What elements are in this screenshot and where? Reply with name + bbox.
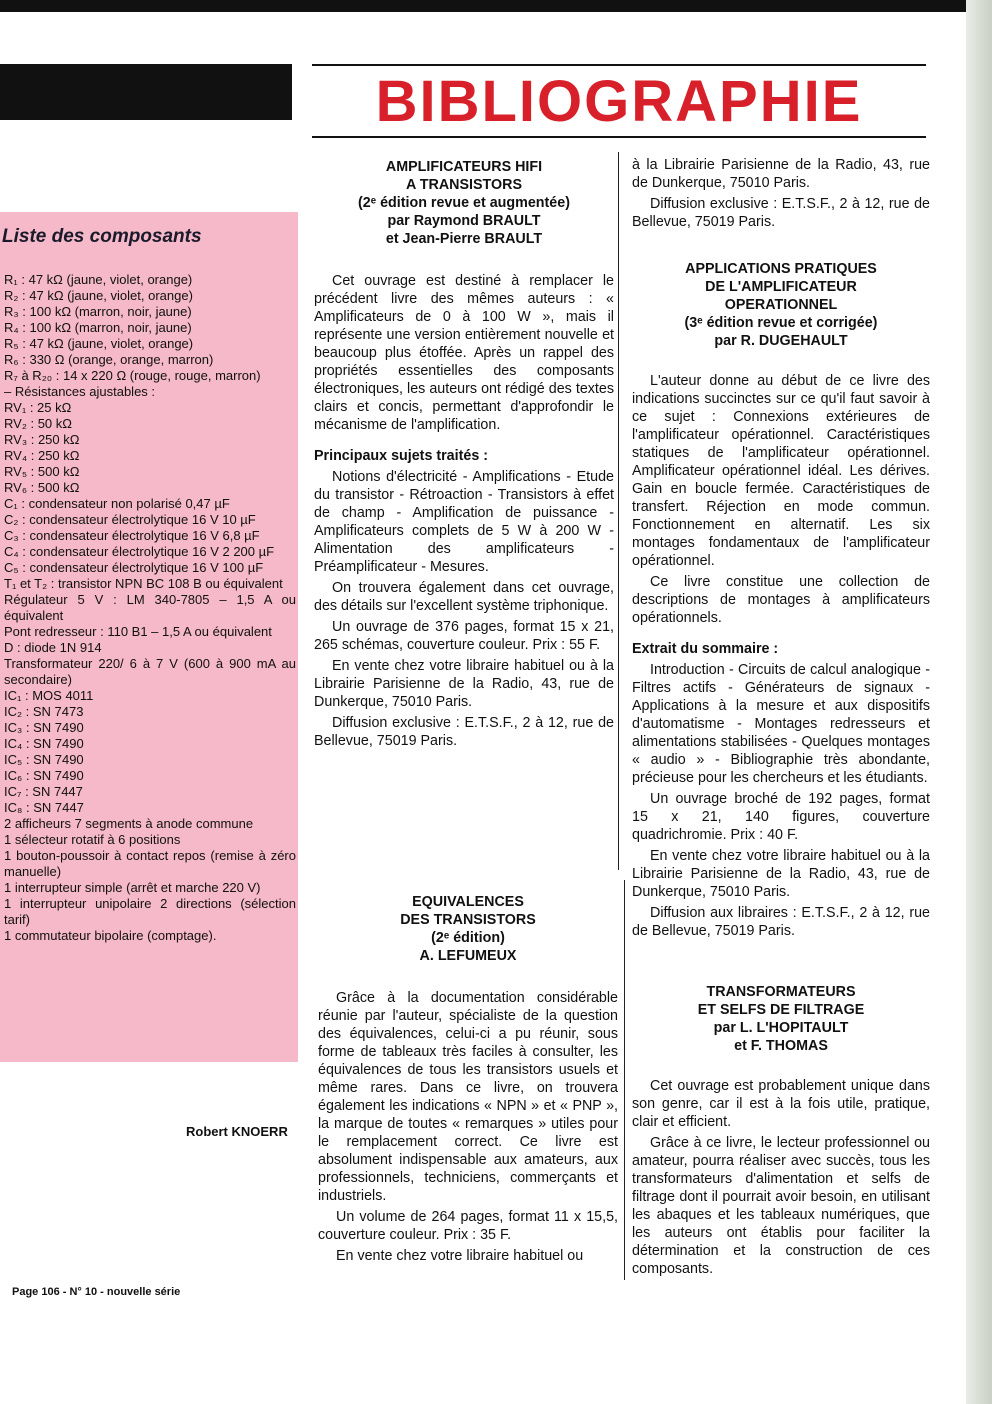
component-item: RV₃ : 250 kΩ (4, 432, 80, 447)
component-item: C₅ : condensateur électrolytique 16 V 100 µF (4, 560, 264, 575)
component-item: IC₅ : SN 7490 (4, 752, 84, 767)
component-item: D : diode 1N 914 (4, 640, 102, 655)
component-item: C₁ : condensateur non polarisé 0,47 µF (4, 496, 230, 511)
component-item: Transformateur 220/ 6 à 7 V (600 à 900 mA au secondaire) (4, 656, 296, 687)
book-heading-line: par Raymond BRAULT (387, 213, 541, 229)
subheading: Extrait du sommaire : (632, 641, 779, 657)
components-title: Liste des composants (2, 226, 202, 247)
book-review-equivalences (318, 893, 618, 1268)
book-heading-line: TRANSFORMATEURS (706, 984, 856, 1000)
book-heading-line: ET SELFS DE FILTRAGE (697, 1002, 865, 1018)
component-item: T₁ et T₂ : transistor NPN BC 108 B ou équivalent (4, 576, 283, 591)
paragraph: Un ouvrage de 376 pages, format 15 x 21, 265 schémas, couverture couleur. Prix : 55 F. (314, 619, 614, 653)
component-item: IC₄ : SN 7490 (4, 736, 84, 751)
column-divider-top (618, 152, 619, 870)
title-rule-top (312, 64, 926, 66)
book-heading-line: (2ᵉ édition revue et augmentée) (358, 195, 570, 211)
component-item: 2 afficheurs 7 segments à anode commune (4, 816, 254, 831)
paragraph: En vente chez votre libraire habituel ou à la Librairie Parisienne de la Radio, 43, rue de Dunkerque, 75010 Paris. (632, 848, 930, 900)
component-item: R₄ : 100 kΩ (marron, noir, jaune) (4, 320, 192, 335)
component-item: R₁ : 47 kΩ (jaune, violet, orange) (4, 272, 193, 287)
paragraph: En vente chez votre libraire habituel ou (336, 1248, 584, 1264)
book-heading-line: APPLICATIONS PRATIQUES (685, 261, 877, 277)
component-item: IC₃ : SN 7490 (4, 720, 84, 735)
book-heading-line: A TRANSISTORS (406, 177, 522, 193)
component-item: R₂ : 47 kΩ (jaune, violet, orange) (4, 288, 193, 303)
paragraph: à la Librairie Parisienne de la Radio, 43, rue de Dunkerque, 75010 Paris. (632, 157, 930, 191)
paragraph: Un volume de 264 pages, format 11 x 15,5, couverture couleur. Prix : 35 F. (318, 1209, 618, 1243)
component-item: 1 bouton-poussoir à contact repos (remise à zéro manuelle) (4, 848, 296, 879)
component-item: 1 commutateur bipolaire (comptage). (4, 928, 217, 943)
book-heading-line: et Jean-Pierre BRAULT (385, 231, 543, 247)
title-rule-bottom (312, 136, 926, 138)
component-item: R₅ : 47 kΩ (jaune, violet, orange) (4, 336, 194, 351)
book-heading-line: AMPLIFICATEURS HIFI (385, 159, 543, 175)
black-header-bar (0, 64, 292, 120)
paragraph: Diffusion exclusive : E.T.S.F., 2 à 12, rue de Bellevue, 75019 Paris. (314, 715, 614, 749)
book-heading-line: EQUIVALENCES (412, 894, 524, 910)
component-item: C₄ : condensateur électrolytique 16 V 2 200 µF (4, 544, 275, 559)
page-edge-shadow (966, 0, 992, 1404)
book-heading-line: A. LEFUMEUX (419, 948, 517, 964)
book-review-applications (632, 260, 930, 940)
subheading: Principaux sujets traités : (314, 448, 489, 464)
page-footer: Page 106 - N° 10 - nouvelle série (12, 1286, 181, 1298)
column-divider-bottom (624, 880, 625, 1280)
article-author: Robert KNOERR (186, 1124, 288, 1139)
book-heading-line: (2ᵉ édition) (431, 930, 505, 946)
book-heading-line: (3ᵉ édition revue et corrigée) (684, 315, 878, 331)
component-item: RV₁ : 25 kΩ (4, 400, 72, 415)
component-item: RV₆ : 500 kΩ (4, 480, 80, 495)
component-item: IC₈ : SN 7447 (4, 800, 84, 815)
book-heading-line: DES TRANSISTORS (400, 912, 536, 928)
component-item: C₃ : condensateur électrolytique 16 V 6,8 µF (4, 528, 260, 543)
book-review-amplificateurs (314, 158, 614, 753)
component-item: IC₆ : SN 7490 (4, 768, 84, 783)
component-item: IC₇ : SN 7447 (4, 784, 83, 799)
paragraph: Ce livre constitue une collection de descriptions de montages à amplificateurs opérationnels. (632, 574, 930, 626)
component-item: RV₅ : 500 kΩ (4, 464, 80, 479)
component-item: 1 sélecteur rotatif à 6 positions (4, 832, 181, 847)
paragraph: Notions d'électricité - Amplifications - Etude du transistor - Rétroaction - Transistors à effet de champ - Amplification de puissance - Amplificateurs complets de 5 W à 200 W - Alimentation des amplificateurs - Préamplificateur - Mesures. (314, 469, 614, 575)
paragraph: Un ouvrage broché de 192 pages, format 15 x 21, 140 figures, couverture quadrichromie. Prix : 40 F. (632, 791, 930, 843)
top-dark-strip (0, 0, 992, 12)
component-item: R₆ : 330 Ω (orange, orange, marron) (4, 352, 214, 367)
component-item: Pont redresseur : 110 B1 – 1,5 A ou équivalent (4, 624, 272, 639)
component-item: 1 interrupteur unipolaire 2 directions (sélection tarif) (4, 896, 296, 927)
component-item: R₃ : 100 kΩ (marron, noir, jaune) (4, 304, 192, 319)
paragraph: Introduction - Circuits de calcul analogique - Filtres actifs - Générateurs de signaux - Applications à la mesure et aux dispositifs d'automatisme - Montages redresseurs et alimentations stabilisées - Quelques montages « audio » - Bibliographie très abondante, précieuse pour les chercheurs et les étudiants. (632, 662, 930, 786)
paragraph: En vente chez votre libraire habituel ou à la Librairie Parisienne de la Radio, 43, rue de Dunkerque, 75010 Paris. (314, 658, 614, 710)
component-item: IC₂ : SN 7473 (4, 704, 84, 719)
book-heading-line: DE L'AMPLIFICATEUR (705, 279, 857, 295)
book-heading-line: par R. DUGEHAULT (714, 333, 848, 349)
component-item: C₂ : condensateur électrolytique 16 V 10 µF (4, 512, 256, 527)
component-item: – Résistances ajustables : (4, 384, 156, 399)
page-title: BIBLIOGRAPHIE (375, 69, 863, 134)
book-heading-line: par L. L'HOPITAULT (713, 1020, 849, 1036)
component-item: 1 interrupteur simple (arrêt et marche 220 V) (4, 880, 261, 895)
paragraph: Grâce à la documentation considérable réunie par l'auteur, spécialiste de la question des équivalences, celui-ci a pu réunir, sous forme de tableaux très faciles à consulter, les équivalences de tous les transistors usuels et même rares. Dans ce livre, on trouvera également les indications « NPN » et « PNP », la marque de toutes « remarques » utiles pour le remplacement correct. Ce livre est absolument indispensable aux amateurs, aux professionnels, techniciens, commerçants et industriels. (318, 990, 618, 1204)
paragraph: L'auteur donne au début de ce livre des indications succinctes sur ce qu'il faut savoir à ce sujet : Connexions extérieures de l'amplificateur opérationnel. Caractéristiques statiques de l'amplificateur opérationnel. Amplificateur opérationnel idéal. Les dérives. Gain en boucle fermée. Caractéristiques de transfert. Réjection en mode commun. Fonctionnement en alternatif. Les six montages fondamentaux de l'amplificateur opérationnel. (632, 373, 930, 569)
component-item: IC₁ : MOS 4011 (4, 688, 94, 703)
book-heading-line: OPERATIONNEL (724, 297, 838, 313)
component-item: Régulateur 5 V : LM 340-7805 – 1,5 A ou équivalent (4, 592, 296, 623)
paragraph: Grâce à ce livre, le lecteur professionnel ou amateur, pourra réaliser avec succès, tous les transformateurs d'alimentation et selfs de filtrage dont il pourrait avoir besoin, en utilisant les abaques et les tableaux numériques, que les auteurs ont établis pour faciliter la détermination et la construction de ces composants. (632, 1135, 930, 1277)
components-list (4, 272, 296, 944)
paragraph: Cet ouvrage est destiné à remplacer le précédent livre des mêmes auteurs : « Amplificateurs de 0 à 100 W », mais il représente une version entièrement nouvelle et beaucoup plus étoffée. Après un rappel des propriétés essentielles des composants électroniques, les auteurs ont rédigé des textes clairs et concis, permettant d'approfondir le mécanisme de l'amplification. (314, 273, 614, 433)
component-item: RV₄ : 250 kΩ (4, 448, 80, 463)
book-heading-line: et F. THOMAS (734, 1038, 828, 1054)
book-review-transformateurs (632, 983, 930, 1278)
paragraph: Diffusion exclusive : E.T.S.F., 2 à 12, rue de Bellevue, 75019 Paris. (632, 196, 930, 230)
paragraph: On trouvera également dans cet ouvrage, des détails sur l'excellent système triphonique. (314, 580, 614, 614)
right-column (632, 156, 930, 1281)
paragraph: Diffusion aux libraires : E.T.S.F., 2 à 12, rue de Bellevue, 75019 Paris. (632, 905, 930, 939)
paragraph: Cet ouvrage est probablement unique dans son genre, car il est à la fois utile, pratique, clair et efficient. (632, 1078, 930, 1130)
component-item: R₇ à R₂₀ : 14 x 220 Ω (rouge, rouge, marron) (4, 368, 261, 383)
component-item: RV₂ : 50 kΩ (4, 416, 72, 431)
